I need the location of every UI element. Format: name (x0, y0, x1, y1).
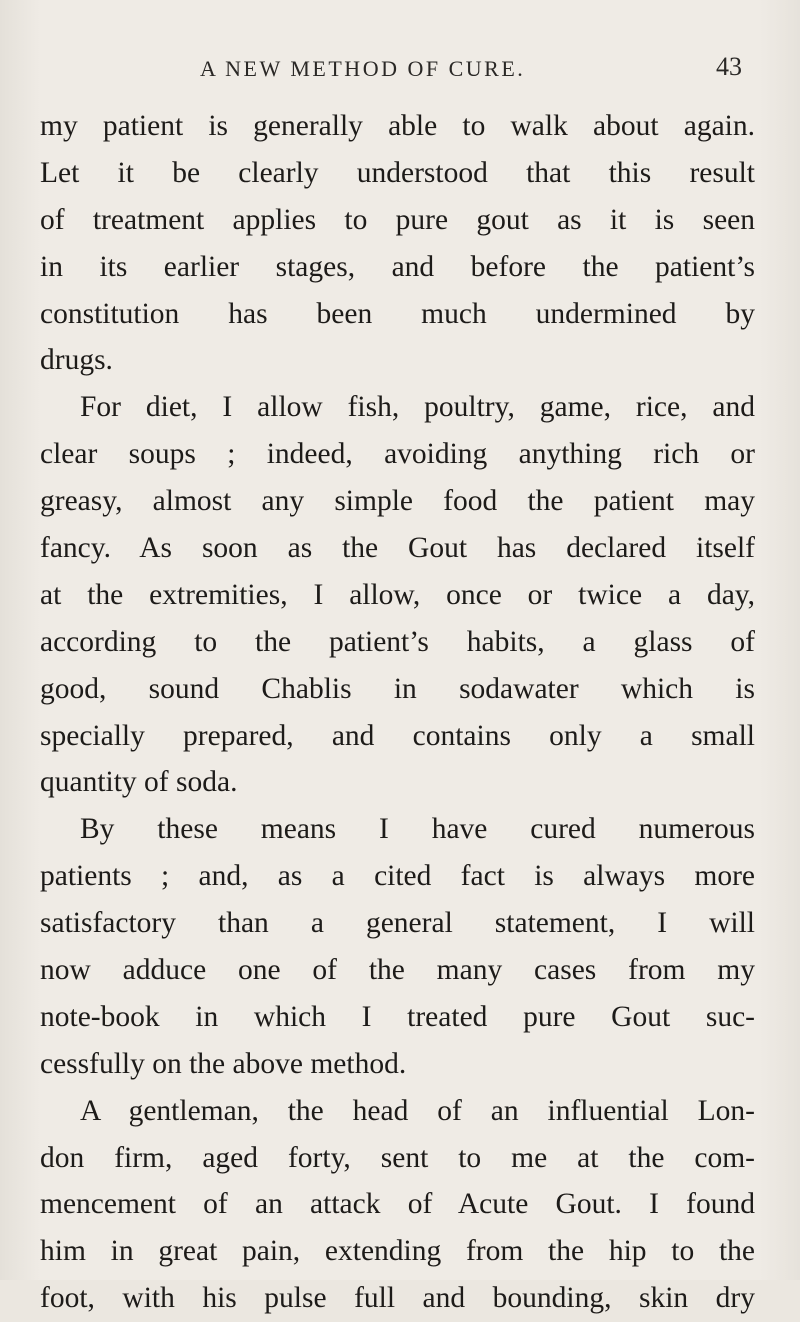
text-line: greasy, almost any simple food the patient may (40, 485, 755, 518)
text-line: according to the patient’s habits, a glass of (40, 625, 755, 658)
running-head (0, 52, 800, 86)
text-line: By these means I have cured numerous (80, 813, 755, 846)
text-line: fancy. As soon as the Gout has declared itself (40, 532, 755, 565)
text-line: don firm, aged forty, sent to me at the com- (40, 1141, 755, 1174)
text-line: satisfactory than a general statement, I will (40, 907, 755, 940)
body-text (40, 103, 755, 1322)
text-line: my patient is generally able to walk about again. (40, 110, 755, 142)
text-line: quantity of soda. (40, 766, 238, 799)
text-line: A gentleman, the head of an influential Lon- (80, 1094, 755, 1127)
text-line: Let it be clearly understood that this result (40, 156, 755, 189)
text-line: good, sound Chablis in sodawater which is (40, 672, 755, 705)
page-number: 43 (716, 52, 742, 81)
text-line: now adduce one of the many cases from my (40, 954, 755, 987)
text-line: him in great pain, extending from the hip to the (40, 1235, 755, 1268)
text-line: specially prepared, and contains only a small (40, 719, 755, 752)
text-line: of treatment applies to pure gout as it is seen (40, 203, 755, 236)
text-line: drugs. (40, 344, 113, 377)
text-line: mencement of an attack of Acute Gout. I found (40, 1188, 755, 1221)
text-line: note-book in which I treated pure Gout suc- (40, 1000, 755, 1033)
running-title: A NEW METHOD OF CURE. (200, 56, 526, 81)
text-line: at the extremities, I allow, once or twice a day, (40, 578, 755, 611)
text-line: clear soups ; indeed, avoiding anything rich or (40, 438, 755, 471)
text-line: constitution has been much undermined by (40, 297, 755, 330)
text-line: For diet, I allow fish, poultry, game, rice, and (80, 391, 755, 424)
text-line: patients ; and, as a cited fact is always more (40, 860, 755, 893)
text-line: cessfully on the above method. (40, 1047, 407, 1080)
text-line: foot, with his pulse full and bounding, skin dry (40, 1282, 755, 1315)
text-line: in its earlier stages, and before the patient’s (40, 250, 755, 283)
